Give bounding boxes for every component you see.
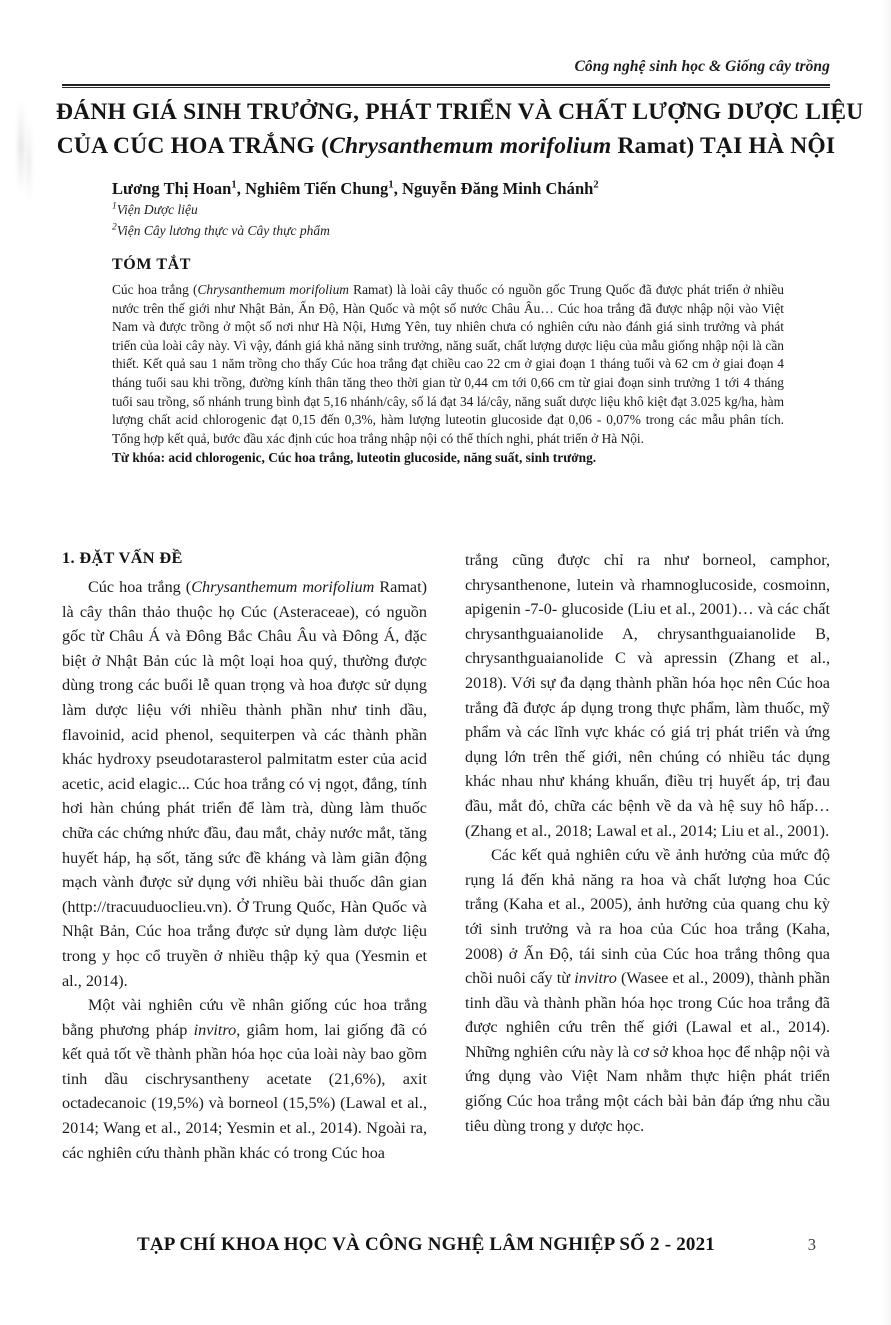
header-rule (62, 84, 830, 89)
footer-journal-title: TẠP CHÍ KHOA HỌC VÀ CÔNG NGHỆ LÂM NGHIỆP SỐ 2 - 2021 (137, 1234, 715, 1255)
right-paragraph-2 (465, 843, 830, 1138)
affiliation-2-text: Viện Cây lương thực và Cây thực phẩm (116, 222, 330, 238)
footer-page-number: 3 (807, 1235, 816, 1254)
keywords: Từ khóa: acid chlorogenic, Cúc hoa trắng, luteotin glucoside, năng suất, sinh trưởng. (112, 450, 597, 466)
author-2-name: Nghiêm Tiến Chung (245, 179, 389, 198)
abstract-species-name: Chrysanthemum morifolium (197, 282, 349, 297)
author-2-affil-marker: 1 (388, 179, 394, 191)
abstract-heading: TÓM TẮT (112, 256, 192, 273)
right-p2-part-b: (Wasee et al., 2009), thành phần tinh dầu và thành phần hóa học trong Cúc hoa trắng đã được nghiên cứu trên thế giới (Lawal et al., 2014). Những nghiên cứu này là cơ sở khoa học để nhập nội và ứng dụng vào Việt Nam nhằm thực hiện phát triển giống Cúc hoa trắng một cách bài bản đáp ứng nhu cầu tiêu dùng trong y dược học. (465, 969, 830, 1135)
left-p2-part-b: , giâm hom, lai giống đã có kết quả tốt về thành phần hóa học của loài này bao gồm tinh dầu cischrysantheny acetate (21,6%), axit octadecanoic (19,5%) và borneol (15,5%) (Lawal et al., 2014; Wang et al., 2014; Yesmin et al., 2014). Ngoài ra, các nghiên cứu thành phần khác có trong Cúc hoa (62, 1020, 427, 1162)
abstract-text-part-1: Cúc hoa trắng ( (112, 282, 198, 297)
abstract-text (112, 281, 784, 448)
author-names (112, 179, 792, 199)
author-1-affil-marker: 1 (231, 179, 237, 191)
title-line-2-post: Ramat) TẠI HÀ NỘI (611, 133, 836, 159)
abstract-block (112, 256, 784, 468)
body-columns (62, 548, 830, 1165)
title-line-1: ĐÁNH GIÁ SINH TRƯỞNG, PHÁT TRIỂN VÀ CHẤT LƯỢNG DƯỢC LIỆU (56, 99, 864, 125)
right-paragraph-1: trắng cũng được chỉ ra như borneol, camphor, chrysanthenone, lutein và rhamnoglucoside, cosmoinn, apigenin -7-0- glucoside (Liu et al., 2001)… và các chất chrysanthguaianolide A, chrysanthguaianolide B, chrysanthguaianolide C và apressin (Zhang et al., 2018). Với sự đa dạng thành phần hóa học nên Cúc hoa trắng đã được áp dụng trong thực phẩm, làm thuốc, mỹ phẩm và các lĩnh vực khác có giá trị phát triển và ứng dụng lớn trên thế giới, nên chúng có nhiều tác dụng khác nhau như kháng khuẩn, điều trị huyết áp, trị đau đầu, mắt đỏ, chữa các bệnh về da và hệ suy hô hấp… (Zhang et al., 2018; Lawal et al., 2014; Liu et al., 2001). (465, 551, 830, 840)
scan-artifact-left-b (27, 118, 31, 203)
page-footer (62, 1234, 830, 1256)
author-3-affil-marker: 2 (593, 179, 599, 191)
scan-artifact-right-edge (881, 0, 891, 1325)
page-title (56, 95, 864, 163)
left-column (62, 548, 427, 1165)
title-line-2-pre: CỦA CÚC HOA TRẮNG ( (56, 133, 330, 159)
author-separator-1: , (236, 179, 246, 198)
abstract-text-part-2: Ramat) là loài cây thuốc có nguồn gốc Trung Quốc đã được phát triển ở nhiều nước trên thế giới như Nhật Bản, Ấn Độ, Hàn Quốc và một số nước Châu Âu… Cúc hoa trắng đã được nhập nội vào Việt Nam và được trồng ở một số nơi như Hà Nội, Hưng Yên, tuy nhiên chưa có nghiên cứu nào đánh giá sinh trưởng và phát triển của loài cây này. Vì vậy, đánh giá khả năng sinh trưởng, năng suất, chất lượng dược liệu của mẫu giống nhập nội là cần thiết. Kết quả sau 1 năm trồng cho thấy Cúc hoa trắng đạt chiều cao 22 cm ở giai đoạn 1 tháng tuổi và 62 cm ở giai đoạn 4 tháng tuổi sau khi trồng, đường kính thân tăng theo thời gian từ 0,44 cm tới 0,66 cm từ giai đoạn sinh trưởng 1 tới 4 tháng tuổi sau trồng, số nhánh trung bình đạt 5,16 nhánh/cây, số lá đạt 34 lá/cây, năng suất dược liệu khô kiệt đạt 3.025 kg/ha, hàm lượng chất acid chlorogenic đạt 0,15 đến 0,3%, hàm lượng luteotin glucoside đạt 0,06 - 0,07% trong các mẫu phân tích. Tổng hợp kết quả, bước đầu xác định cúc hoa trắng nhập nội có thể thích nghi, phát triển ở Hà Nội. (112, 282, 784, 446)
right-p2-part-a: Các kết quả nghiên cứu về ảnh hưởng của mức độ rụng lá đến khả năng ra hoa và chất lượng hoa Cúc trắng (Kaha et al., 2005), ảnh hưởng của quang chu kỳ tới sinh trưởng và ra hoa của Cúc hoa trắng (Kaha, 2008) ở Ấn Độ, tái sinh của Cúc hoa trắng thông qua chồi nuôi cấy từ (465, 846, 830, 988)
author-block (112, 179, 792, 240)
title-line-2 (56, 129, 836, 163)
affiliation-2-marker: 2 (112, 222, 117, 232)
right-column (465, 548, 830, 1165)
section-heading-1: 1. ĐẶT VẤN ĐỀ (62, 548, 183, 567)
scan-artifact-left-a (18, 100, 24, 195)
affiliation-1-marker: 1 (112, 201, 117, 212)
author-3-name: Nguyễn Đăng Minh Chánh (402, 179, 594, 198)
left-p1-part-a: Cúc hoa trắng ( (88, 578, 192, 596)
author-separator-2: , (393, 179, 403, 198)
affiliation-1-text: Viện Dược liệu (116, 202, 198, 217)
affiliation-1 (112, 201, 792, 220)
running-head: Công nghệ sinh học & Giống cây trồng (574, 58, 830, 75)
left-p1-species-name: Chrysanthemum morifolium (191, 578, 375, 596)
title-species-name: Chrysanthemum morifolium (329, 133, 612, 159)
author-1-name: Lương Thị Hoan (112, 179, 232, 198)
left-p1-part-b: Ramat) là cây thân thảo thuộc họ Cúc (Asteraceae), có nguồn gốc từ Châu Á và Đông Bắc Châu Âu và Đông Á, đặc biệt ở Nhật Bản cúc là một loại hoa quý, thường được dùng trong các buổi lễ quan trọng và hoa được sử dụng làm dược liệu với nhiều thành phần như tinh dầu, flavoinid, acid phenol, sequiterpen và các thành phần khác hydroxy pseudotarasterol palmitatm ester của acid acetic, acid elagic... Cúc hoa trắng có vị ngọt, đắng, tính hơi hàn chúng phát triển để làm trà, dùng làm thuốc chữa các chứng nhức đầu, đau mắt, chảy nước mắt, tăng huyết háp, hạ sốt, tăng sức đề kháng và làm giãn động mạch vành được sử dụng với nhiều bài thuốc dân gian (http://tracuuduoclieu.vn). Ở Trung Quốc, Hàn Quốc và Nhật Bản, Cúc hoa trắng được sử dụng làm dược liệu trong y học cổ truyền ở nhiều thập kỷ qua (Yesmin et al., 2014). (62, 578, 427, 990)
left-p2-invitro-term: invitro (193, 1020, 237, 1039)
affiliation-2 (112, 222, 792, 241)
left-paragraph-2 (62, 993, 427, 1165)
left-p2-part-a: Một vài nghiên cứu về nhân giống cúc hoa trắng bằng phương pháp (62, 996, 427, 1039)
right-p2-invitro-term: invitro (574, 969, 617, 988)
left-paragraph-1 (62, 575, 427, 993)
